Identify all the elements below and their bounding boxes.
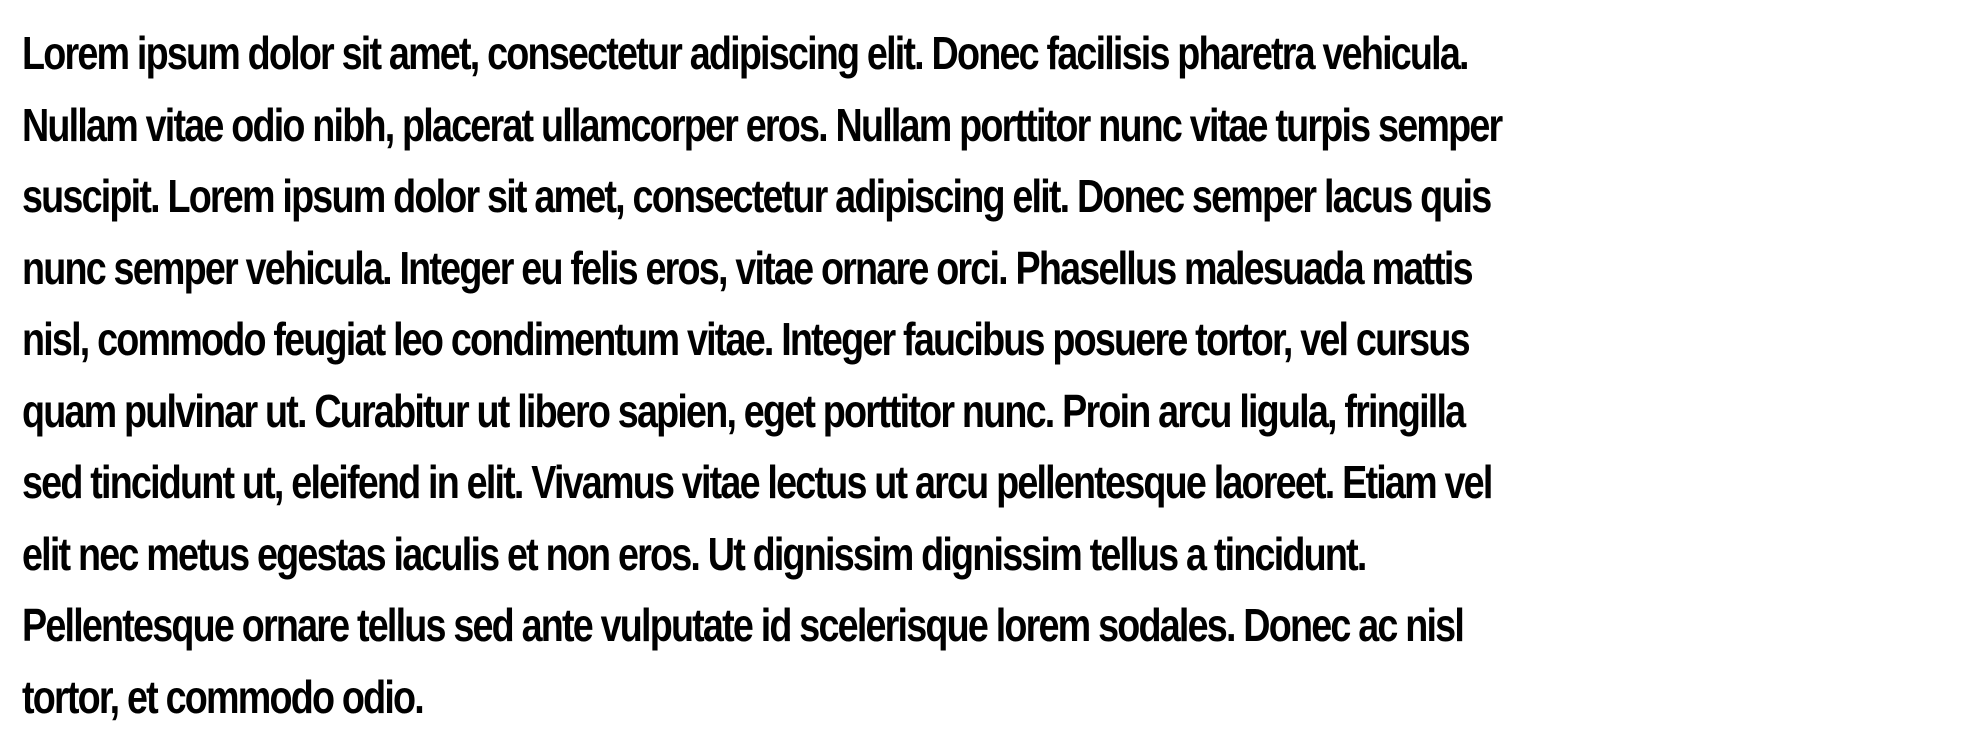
paragraph-line-8: elit nec metus egestas iaculis et non eros. Ut dignissim dignissim tellus a tincidunt. (22, 527, 1366, 580)
paragraph-line-4: nunc semper vehicula. Integer eu felis eros, vitae ornare orci. Phasellus malesuada mattis (22, 241, 1472, 294)
paragraph-line-7: sed tincidunt ut, eleifend in elit. Vivamus vitae lectus ut arcu pellentesque laoreet. Etiam vel (22, 456, 1492, 508)
body-paragraph (22, 18, 1957, 733)
paragraph-line-5: nisl, commodo feugiat leo condimentum vitae. Integer faucibus posuere tortor, vel cursus (22, 313, 1469, 365)
paragraph-line-10: tortor, et commodo odio. (22, 670, 423, 723)
paragraph-line-3: suscipit. Lorem ipsum dolor sit amet, consectetur adipiscing elit. Donec semper lacus quis (22, 170, 1491, 222)
paragraph-line-9: Pellentesque ornare tellus sed ante vulputate id scelerisque lorem sodales. Donec ac nisl (22, 599, 1464, 651)
paragraph-line-6: quam pulvinar ut. Curabitur ut libero sapien, eget porttitor nunc. Proin arcu ligula, fringilla (22, 384, 1465, 437)
paragraph-line-2: Nullam vitae odio nibh, placerat ullamcorper eros. Nullam porttitor nunc vitae turpis semper (22, 98, 1502, 151)
paragraph-line-1: Lorem ipsum dolor sit amet, consectetur adipiscing elit. Donec facilisis pharetra vehicula. (22, 27, 1468, 79)
